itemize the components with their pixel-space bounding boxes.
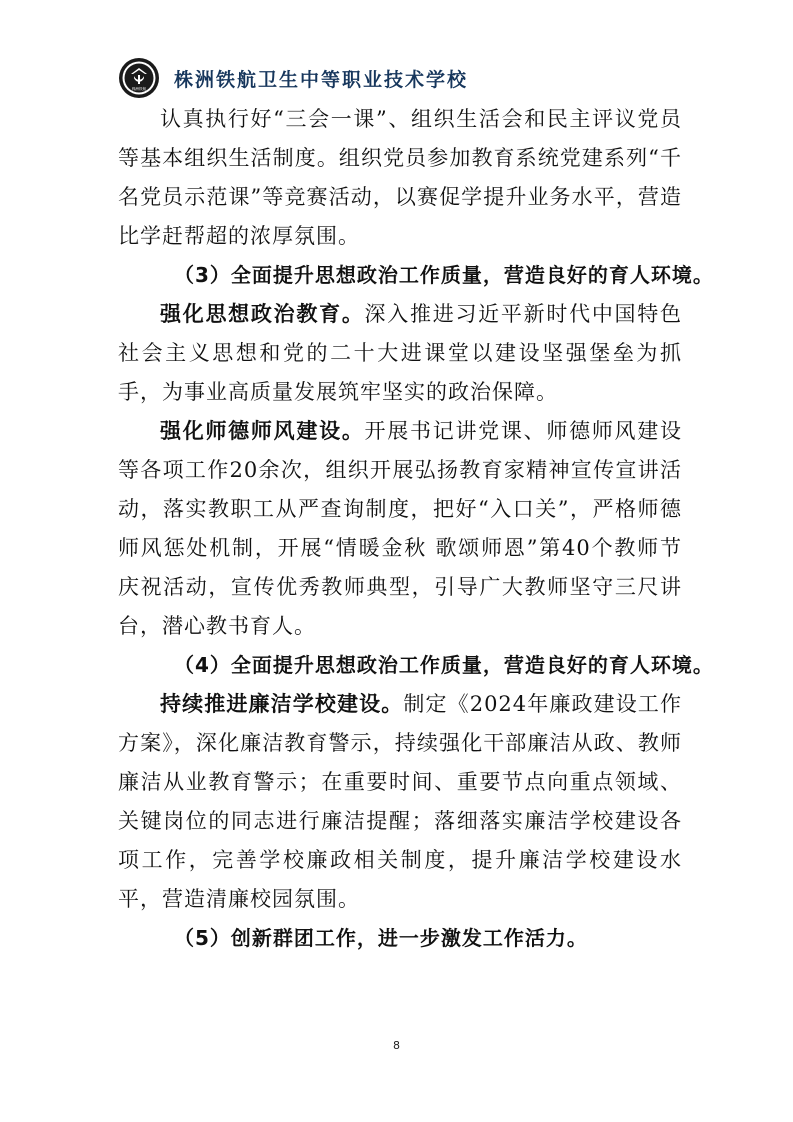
section-heading-5: （5）创新群团工作，进一步激发工作活力。 bbox=[174, 926, 588, 950]
page-number: 8 bbox=[393, 1039, 400, 1052]
page-header bbox=[118, 56, 678, 100]
paragraph-political-education bbox=[118, 295, 682, 412]
school-name: 株洲铁航卫生中等职业技术学校 bbox=[174, 68, 469, 91]
school-logo-icon bbox=[118, 57, 160, 99]
paragraph-teacher-ethics bbox=[118, 412, 682, 646]
paragraph-party-organization: 认真执行好“三会一课”、组织生活会和民主评议党员等基本组织生活制度。组织党员参加教育系统党建系列“千名党员示范课”等竞赛活动，以赛促学提升业务水平，营造比学赶帮超的浓厚氛围。 bbox=[118, 107, 682, 248]
section-heading-3: （3）全面提升思想政治工作质量，营造良好的育人环境。 bbox=[174, 263, 714, 287]
paragraph-text: 开展书记讲党课、师德师风建设等各项工作20余次，组织开展弘扬教育家精神宣传宣讲活动，落实教职工从严查询制度，把好“入口关”，严格师德师风惩处机制，开展“情暖金秋 歌颂师恩”第40个教师节庆祝活动，宣传优秀教师典型，引导广大教师坚守三尺讲台，潜心教书育人。 bbox=[118, 419, 683, 638]
paragraph-lead: 持续推进廉洁学校建设。 bbox=[160, 692, 404, 716]
paragraph-text: 制定《2024年廉政建设工作方案》，深化廉洁教育警示，持续强化干部廉洁从政、教师廉洁从业教育警示；在重要时间、重要节点向重点领域、关键岗位的同志进行廉洁提醒；落细落实廉洁学校建设各项工作，完善学校廉政相关制度，提升廉洁学校建设水平，营造清廉校园氛围。 bbox=[118, 692, 682, 911]
section-heading-4: （4）全面提升思想政治工作质量，营造良好的育人环境。 bbox=[174, 653, 714, 677]
paragraph-lead: 强化师德师风建设。 bbox=[160, 419, 365, 443]
logo-text: 株洲铁航 bbox=[131, 87, 147, 91]
paragraph-text: 深入推进习近平新时代中国特色社会主义思想和党的二十大进课堂以建设坚强堡垒为抓手，为事业高质量发展筑牢坚实的政治保障。 bbox=[118, 302, 683, 404]
document-body bbox=[118, 100, 714, 958]
paragraph-clean-school bbox=[118, 685, 682, 919]
paragraph-lead: 强化思想政治教育。 bbox=[160, 302, 365, 326]
